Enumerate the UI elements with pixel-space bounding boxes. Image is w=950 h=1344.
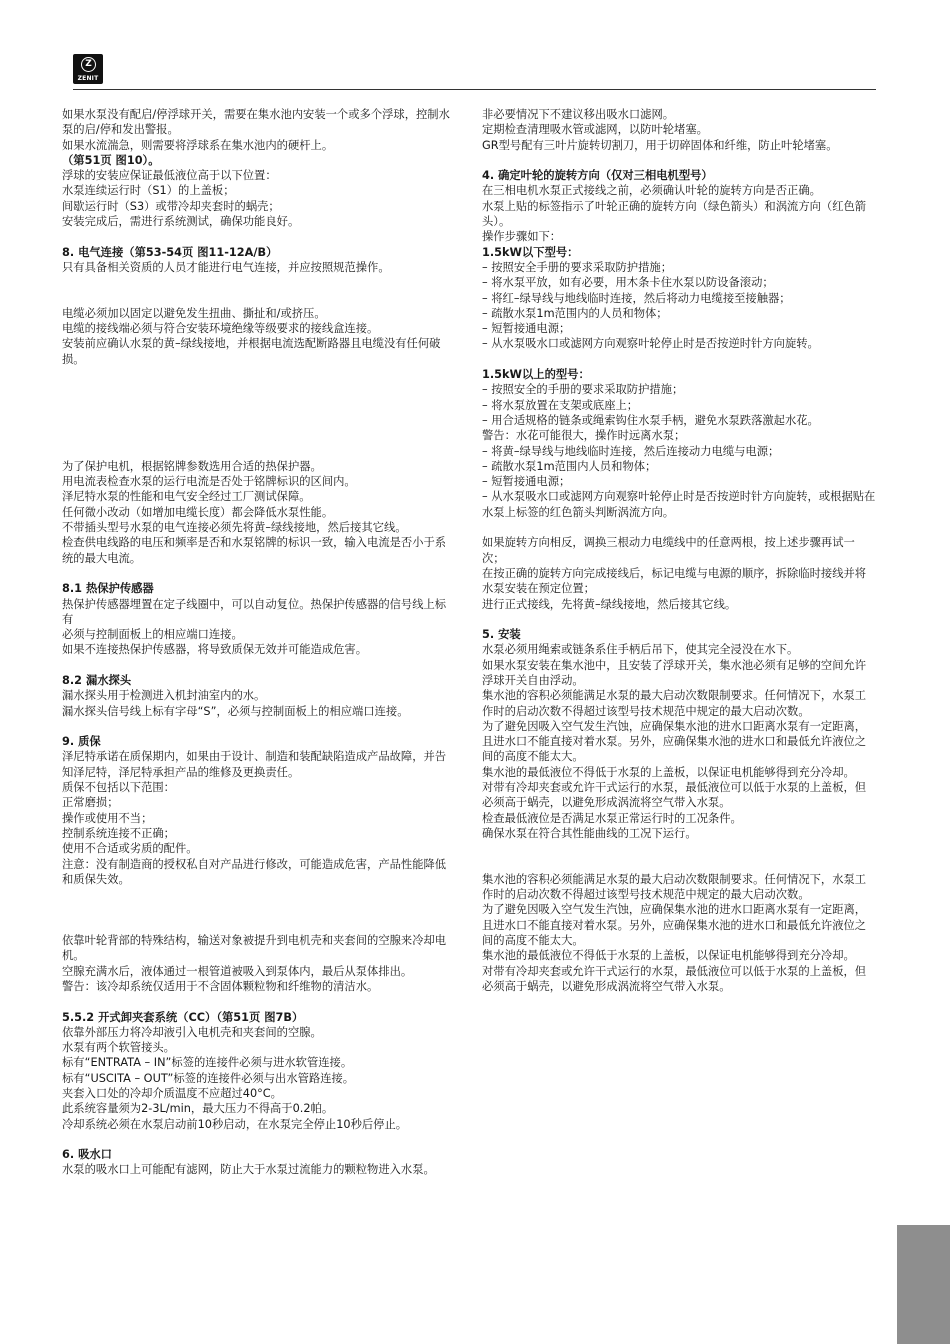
- paragraph: 检查供电线路的电压和频率是否和水泵铭牌的标识一致，输入电流是否小于系统的最大电流。: [62, 536, 447, 565]
- section-heading: 1.5kW以下型号：: [482, 245, 579, 259]
- section-heading: 9. 质保: [62, 735, 101, 749]
- paragraph: 浮球的安装应保证最低液位高于以下位置：: [62, 169, 277, 183]
- section-heading: 5. 安装: [482, 628, 521, 642]
- section-heading: 5.5.2 开式卸夹套系统（CC）（第51页 图7B）: [62, 1010, 304, 1024]
- paragraph: 集水池的最低液位不得低于水泵的上盖板，以保证电机能够得到充分冷却。: [482, 765, 855, 779]
- paragraph: 电缆必须加以固定以避免发生扭曲、撕扯和/或挤压。: [62, 306, 326, 320]
- paragraph: 不带插头型号水泵的电气连接必须先将黄–绿线接地，然后接其它线。: [62, 521, 407, 535]
- paragraph: 在三相电机水泵正式接线之前，必须确认叶轮的旋转方向是否正确。: [482, 184, 821, 198]
- right-column: [482, 107, 877, 994]
- paragraph: 在按正确的旋转方向完成接线后，标记电缆与电源的顺序，拆除临时接线并将水泵安装在预定位置；: [482, 566, 867, 596]
- paragraph: 标有“USCITA – OUT”标签的连接件必须与出水管路连接。: [62, 1071, 355, 1085]
- paragraph: 如果水流湍急，则需要将浮球系在集水池内的硬杆上。: [62, 138, 334, 152]
- paragraph: 确保水泵在符合其性能曲线的工况下运行。: [482, 826, 697, 840]
- paragraph: 水泵必须用绳索或链条系住手柄后吊下，使其完全浸没在水下。: [482, 643, 799, 657]
- paragraph: 水泵的吸水口上可能配有滤网，防止大于水泵过流能力的颗粒物进入水泵。: [62, 1163, 435, 1177]
- paragraph: （第51页 图10）。: [62, 153, 160, 167]
- list-item: – 从水泵吸水口或滤网方向观察叶轮停止时是否按逆时针方向旋转，或根据贴在水泵上标签的红色箭头判断涡流方向。: [482, 490, 876, 519]
- paragraph: 泽尼特水泵的性能和电气安全经过工厂测试保障。: [62, 490, 311, 504]
- page-edge-tab: [897, 1225, 950, 1344]
- paragraph: 冷却系统必须在水泵启动前10秒启动，在水泵完全停止10秒后停止。: [62, 1117, 408, 1131]
- list-item: – 疏散水泵1m范围内的人员和物体；: [482, 306, 668, 320]
- section-heading: 6. 吸水口: [62, 1148, 112, 1162]
- paragraph: 间歇运行时（S3）或带冷却夹套时的蜗壳；: [62, 199, 280, 213]
- paragraph: 警告：该冷却系统仅适用于不含固体颗粒物和纤维物的清洁水。: [62, 979, 379, 993]
- paragraph: 安装前应确认水泵的黄–绿线接地，并根据电流选配断路器且电缆没有任何破损。: [62, 337, 441, 366]
- paragraph: 用电流表检查水泵的运行电流是否处于铭牌标识的区间内。: [62, 475, 356, 489]
- paragraph: 如果水泵没有配启/停浮球开关，需要在集水池内安装一个或多个浮球，控制水泵的启/停和发出警报。: [62, 108, 450, 137]
- section-heading: 1.5kW以上的型号：: [482, 368, 590, 382]
- list-item: – 从水泵吸水口或滤网方向观察叶轮停止时是否按逆时针方向旋转。: [482, 337, 819, 351]
- paragraph: 水泵有两个软管接头。: [62, 1041, 175, 1055]
- paragraph: 空腺充满水后，液体通过一根管道被吸入到泵体内，最后从泵体排出。: [62, 964, 413, 978]
- list-item: – 将水泵放置在支架或底座上；: [482, 398, 639, 412]
- list-item: – 将黄–绿导线与地线临时连接，然后连接动力电缆与电源；: [482, 444, 780, 458]
- paragraph: 控制系统连接不正确；: [62, 826, 175, 840]
- paragraph: 夹套入口处的冷却介质温度不应超过40°C。: [62, 1087, 282, 1100]
- paragraph: 必须与控制面板上的相应端口连接。: [62, 628, 243, 642]
- logo-word: ZENIT: [77, 75, 99, 82]
- paragraph: 操作步骤如下：: [482, 230, 562, 244]
- list-item: 警告：水花可能很大，操作时远离水泵；: [482, 429, 686, 443]
- paragraph: 如果不连接热保护传感器，将导致质保无效并可能造成危害。: [62, 643, 368, 657]
- paragraph: 对带有冷却夹套或允许干式运行的水泵，最低液位可以低于水泵的上盖板，但必须高于蜗壳，以避免形成涡流将空气带入水泵。: [482, 964, 867, 993]
- paragraph: 此系统容量须为2-3L/min，最大压力不得高于0.2帕。: [62, 1102, 334, 1116]
- list-item: – 按照安全的手册的要求采取防护措施；: [482, 383, 684, 397]
- paragraph: 检查最低液位是否满足水泵正常运行时的工况条件。: [482, 811, 742, 825]
- list-item: – 按照安全手册的要求采取防护措施；: [482, 260, 672, 274]
- paragraph: 标有“ENTRATA – IN”标签的连接件必须与进水软管连接。: [62, 1056, 353, 1070]
- section-heading: 8.2 漏水探头: [62, 673, 132, 687]
- zenit-logo: [73, 54, 103, 84]
- paragraph: 依靠叶轮背部的特殊结构，输送对象被提升到电机壳和夹套间的空腺来冷却电机。: [62, 934, 447, 963]
- paragraph: 泽尼特承诺在质保期内，如果由于设计、制造和装配缺陷造成产品故障，并告知泽尼特，泽尼特承担产品的维修及更换责任。: [62, 750, 447, 779]
- paragraph: 漏水探头用于检测进入机封油室内的水。: [62, 689, 266, 703]
- paragraph: 水泵上贴的标签指示了叶轮正确的旋转方向（绿色箭头）和涡流方向（红色箭头）。: [482, 199, 867, 229]
- paragraph: 只有具备相关资质的人员才能进行电气连接，并应按照规范操作。: [62, 260, 390, 274]
- list-item: – 疏散水泵1m范围内人员和物体；: [482, 459, 657, 473]
- paragraph: 为了避免因吸入空气发生汽蚀，应确保集水池的进水口距离水泵有一定距离，且进水口不能直接对着水泵。另外，应确保集水池的进水口和最低允许液位之间的高度不能太大。: [482, 903, 867, 948]
- paragraph: 为了保护电机，根据铭牌参数选用合适的热保护器。: [62, 459, 322, 473]
- paragraph: 集水池的容积必须能满足水泵的最大启动次数限制要求。任何情况下，水泵工作时的启动次数不得超过该型号技术规范中规定的最大启动次数。: [482, 872, 867, 902]
- paragraph: 如果旋转方向相反，调换三根动力电缆线中的任意两根，按上述步骤再试一次；: [482, 536, 855, 565]
- paragraph: 非必要情况下不建议移出吸水口滤网。: [482, 108, 675, 121]
- header-rule: [73, 89, 876, 90]
- paragraph: 热保护传感器埋置在定子线圈中，可以自动复位。热保护传感器的信号线上标有: [62, 597, 447, 626]
- list-item: – 将红–绿导线与地线临时连接，然后将动力电缆接至接触器；: [482, 291, 791, 305]
- logo-letter: Z: [81, 57, 96, 72]
- section-heading: 4. 确定叶轮的旋转方向（仅对三相电机型号）: [482, 169, 713, 183]
- paragraph: 安装完成后，需进行系统测试，确保功能良好。: [62, 215, 300, 229]
- paragraph: 为了避免因吸入空气发生汽蚀，应确保集水池的进水口距离水泵有一定距离，且进水口不能直接对着水泵。另外，应确保集水池的进水口和最低允许液位之间的高度不能太大。: [482, 719, 867, 764]
- left-column: [62, 107, 457, 1178]
- section-heading: 8.1 热保护传感器: [62, 582, 154, 596]
- paragraph: 进行正式接线，先将黄–绿线接地，然后接其它线。: [482, 597, 737, 611]
- paragraph: 依靠外部压力将冷却液引入电机壳和夹套间的空腺。: [62, 1025, 322, 1039]
- paragraph: 对带有冷却夹套或允许干式运行的水泵，最低液位可以低于水泵的上盖板，但必须高于蜗壳，以避免形成涡流将空气带入水泵。: [482, 781, 867, 810]
- paragraph: 集水池的容积必须能满足水泵的最大启动次数限制要求。任何情况下，水泵工作时的启动次数不得超过该型号技术规范中规定的最大启动次数。: [482, 689, 867, 718]
- paragraph: 水泵连续运行时（S1）的上盖板；: [62, 184, 235, 198]
- paragraph: 任何微小改动（如增加电缆长度）都会降低水泵性能。: [62, 505, 334, 519]
- list-item: – 短暂接通电源；: [482, 322, 571, 336]
- paragraph: 正常磨损；: [62, 796, 119, 810]
- list-item: – 用合适规格的链条或绳索钩住水泵手柄，避免水泵跌落激起水花。: [482, 413, 819, 427]
- list-item: – 将水泵平放，如有必要，用木条卡住水泵以防设备滚动；: [482, 276, 774, 290]
- paragraph: 电缆的接线端必须与符合安装环境绝缘等级要求的接线盒连接。: [62, 322, 379, 336]
- paragraph: 漏水探头信号线上标有字母“S”，必须与控制面板上的相应端口连接。: [62, 704, 409, 718]
- paragraph: 定期检查清理吸水管或滤网，以防叶轮堵塞。: [482, 123, 708, 137]
- section-heading: 8. 电气连接（第53-54页 图11-12A/B）: [62, 245, 278, 259]
- paragraph: 使用不合适或劣质的配件。: [62, 842, 198, 856]
- paragraph: 操作或使用不当；: [62, 811, 153, 825]
- paragraph: 注意：没有制造商的授权私自对产品进行修改，可能造成危害，产品性能降低和质保失效。: [62, 857, 447, 886]
- paragraph: 集水池的最低液位不得低于水泵的上盖板，以保证电机能够得到充分冷却。: [482, 949, 855, 963]
- paragraph: 如果水泵安装在集水池中，且安装了浮球开关，集水池必须有足够的空间允许浮球开关自由浮动。: [482, 658, 867, 687]
- list-item: – 短暂接通电源；: [482, 475, 571, 489]
- paragraph: 质保不包括以下范围：: [62, 781, 175, 795]
- paragraph: GR型号配有三叶片旋转切割刀，用于切碎固体和纤维，防止叶轮堵塞。: [482, 138, 838, 152]
